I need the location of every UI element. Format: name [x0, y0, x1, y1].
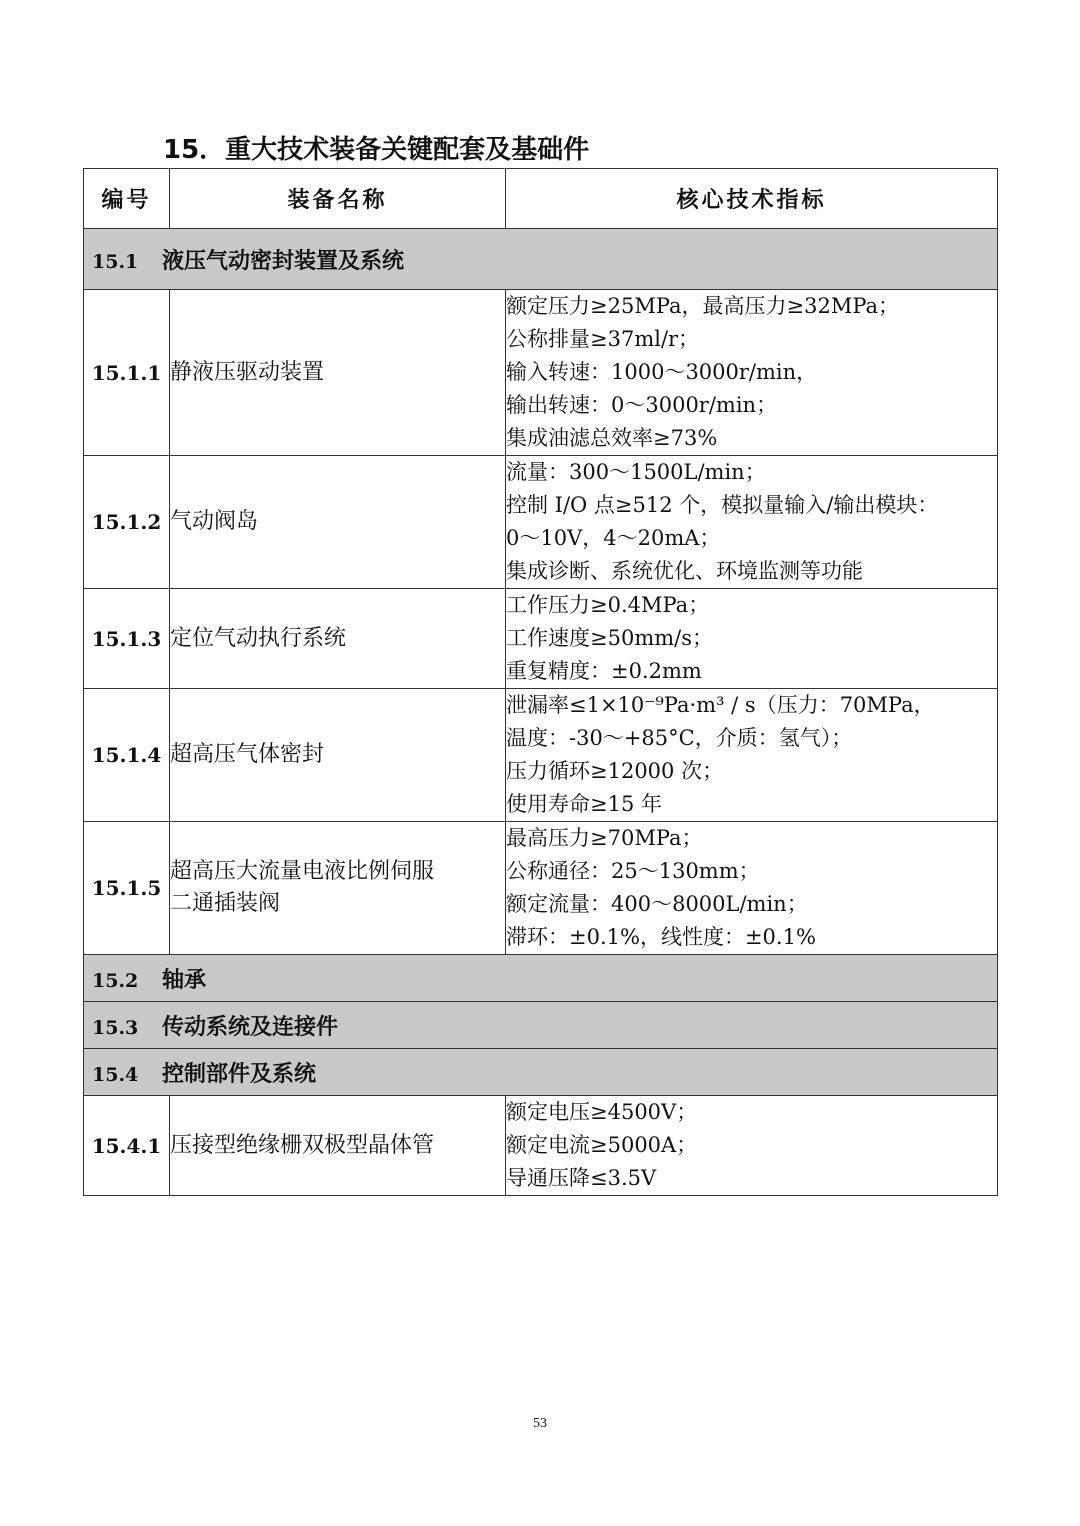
tech-spec-line: 公称排量≥37ml/r；	[506, 327, 700, 351]
tech-spec	[506, 456, 998, 589]
equipment-name	[170, 290, 506, 456]
equipment-name-line: 二通插装阀	[170, 891, 281, 916]
item-number: 15.4.1	[84, 1096, 170, 1196]
tech-spec-line: 重复精度：±0.2mm	[506, 659, 702, 683]
header-no: 编号	[84, 169, 170, 229]
tech-spec-line: 温度：-30～+85°C，介质：氢气）；	[506, 726, 853, 750]
table-row	[84, 689, 998, 822]
section-row	[84, 229, 998, 290]
equipment-name	[170, 689, 506, 822]
table-row	[84, 290, 998, 456]
item-number: 15.1.2	[84, 456, 170, 589]
tech-spec-line: 公称通径：25～130mm；	[506, 859, 760, 883]
tech-spec-line: 压力循环≥12000 次；	[506, 759, 724, 783]
tech-spec-line: 额定电流≥5000A；	[506, 1133, 698, 1157]
equipment-name	[170, 456, 506, 589]
tech-spec-line: 输入转速：1000～3000r/min，	[506, 360, 818, 384]
tech-spec-line: 泄漏率≤1×10⁻⁹Pa·m³ / s（压力：70MPa，	[506, 693, 935, 717]
tech-spec	[506, 822, 998, 955]
equipment-spec-table	[83, 168, 998, 1196]
table-row	[84, 822, 998, 955]
section-header	[84, 1049, 998, 1096]
equipment-name-line: 定位气动执行系统	[170, 625, 347, 651]
section-title: 传动系统及连接件	[162, 1014, 339, 1040]
tech-spec-line: 导通压降≤3.5V	[506, 1166, 657, 1190]
section-number: 15.1	[92, 250, 139, 273]
tech-spec-line: 流量：300～1500L/min；	[506, 460, 766, 484]
section-header	[84, 955, 998, 1002]
section-header	[84, 1002, 998, 1049]
table-row	[84, 1096, 998, 1196]
tech-spec	[506, 1096, 998, 1196]
section-number: 15.4	[92, 1063, 139, 1086]
section-row	[84, 1002, 998, 1049]
section-row	[84, 1049, 998, 1096]
table-row	[84, 589, 998, 689]
tech-spec-line: 集成油滤总效率≥73%	[506, 426, 718, 450]
tech-spec-line: 输出转速：0～3000r/min；	[506, 393, 778, 417]
tech-spec-line: 额定流量：400～8000L/min；	[506, 892, 808, 916]
section-header	[84, 229, 998, 290]
tech-spec-line: 使用寿命≥15 年	[506, 792, 662, 816]
tech-spec-line: 工作压力≥0.4MPa；	[506, 593, 710, 617]
section-title: 控制部件及系统	[162, 1061, 317, 1087]
table-header-row	[84, 169, 998, 229]
equipment-name-line: 压接型绝缘栅双极型晶体管	[170, 1132, 435, 1158]
section-number: 15.2	[92, 969, 139, 992]
tech-spec	[506, 689, 998, 822]
tech-spec-line: 集成诊断、系统优化、环境监测等功能	[506, 559, 863, 583]
section-title: 轴承	[162, 967, 207, 993]
tech-spec-line: 最高压力≥70MPa；	[506, 826, 703, 850]
section-title: 液压气动密封装置及系统	[162, 248, 405, 274]
equipment-name-line: 超高压气体密封	[170, 742, 325, 767]
equipment-name	[170, 589, 506, 689]
page-title: 15．重大技术装备关键配套及基础件	[163, 135, 590, 165]
equipment-name-line: 静液压驱动装置	[170, 359, 325, 385]
tech-spec	[506, 290, 998, 456]
tech-spec	[506, 589, 998, 689]
tech-spec-line: 控制 I/O 点≥512 个，模拟量输入/输出模块：	[506, 493, 939, 517]
header-name: 装备名称	[170, 169, 506, 229]
equipment-name-line: 超高压大流量电液比例伺服	[170, 859, 435, 884]
tech-spec-line: 额定压力≥25MPa，最高压力≥32MPa；	[506, 294, 900, 318]
tech-spec-line: 0～10V，4～20mA；	[506, 526, 721, 550]
table-body	[84, 229, 998, 1196]
equipment-name	[170, 822, 506, 955]
page-number: 53	[533, 1416, 547, 1431]
header-spec: 核心技术指标	[506, 169, 998, 229]
tech-spec-line: 滞环：±0.1%，线性度：±0.1%	[506, 925, 816, 949]
item-number: 15.1.5	[84, 822, 170, 955]
section-row	[84, 955, 998, 1002]
item-number: 15.1.3	[84, 589, 170, 689]
section-number: 15.3	[92, 1016, 139, 1039]
item-number: 15.1.1	[84, 290, 170, 456]
tech-spec-line: 额定电压≥4500V；	[506, 1100, 698, 1124]
equipment-name	[170, 1096, 506, 1196]
item-number: 15.1.4	[84, 689, 170, 822]
tech-spec-line: 工作速度≥50mm/s；	[506, 626, 713, 650]
table-row	[84, 456, 998, 589]
equipment-name-line: 气动阀岛	[170, 509, 259, 534]
